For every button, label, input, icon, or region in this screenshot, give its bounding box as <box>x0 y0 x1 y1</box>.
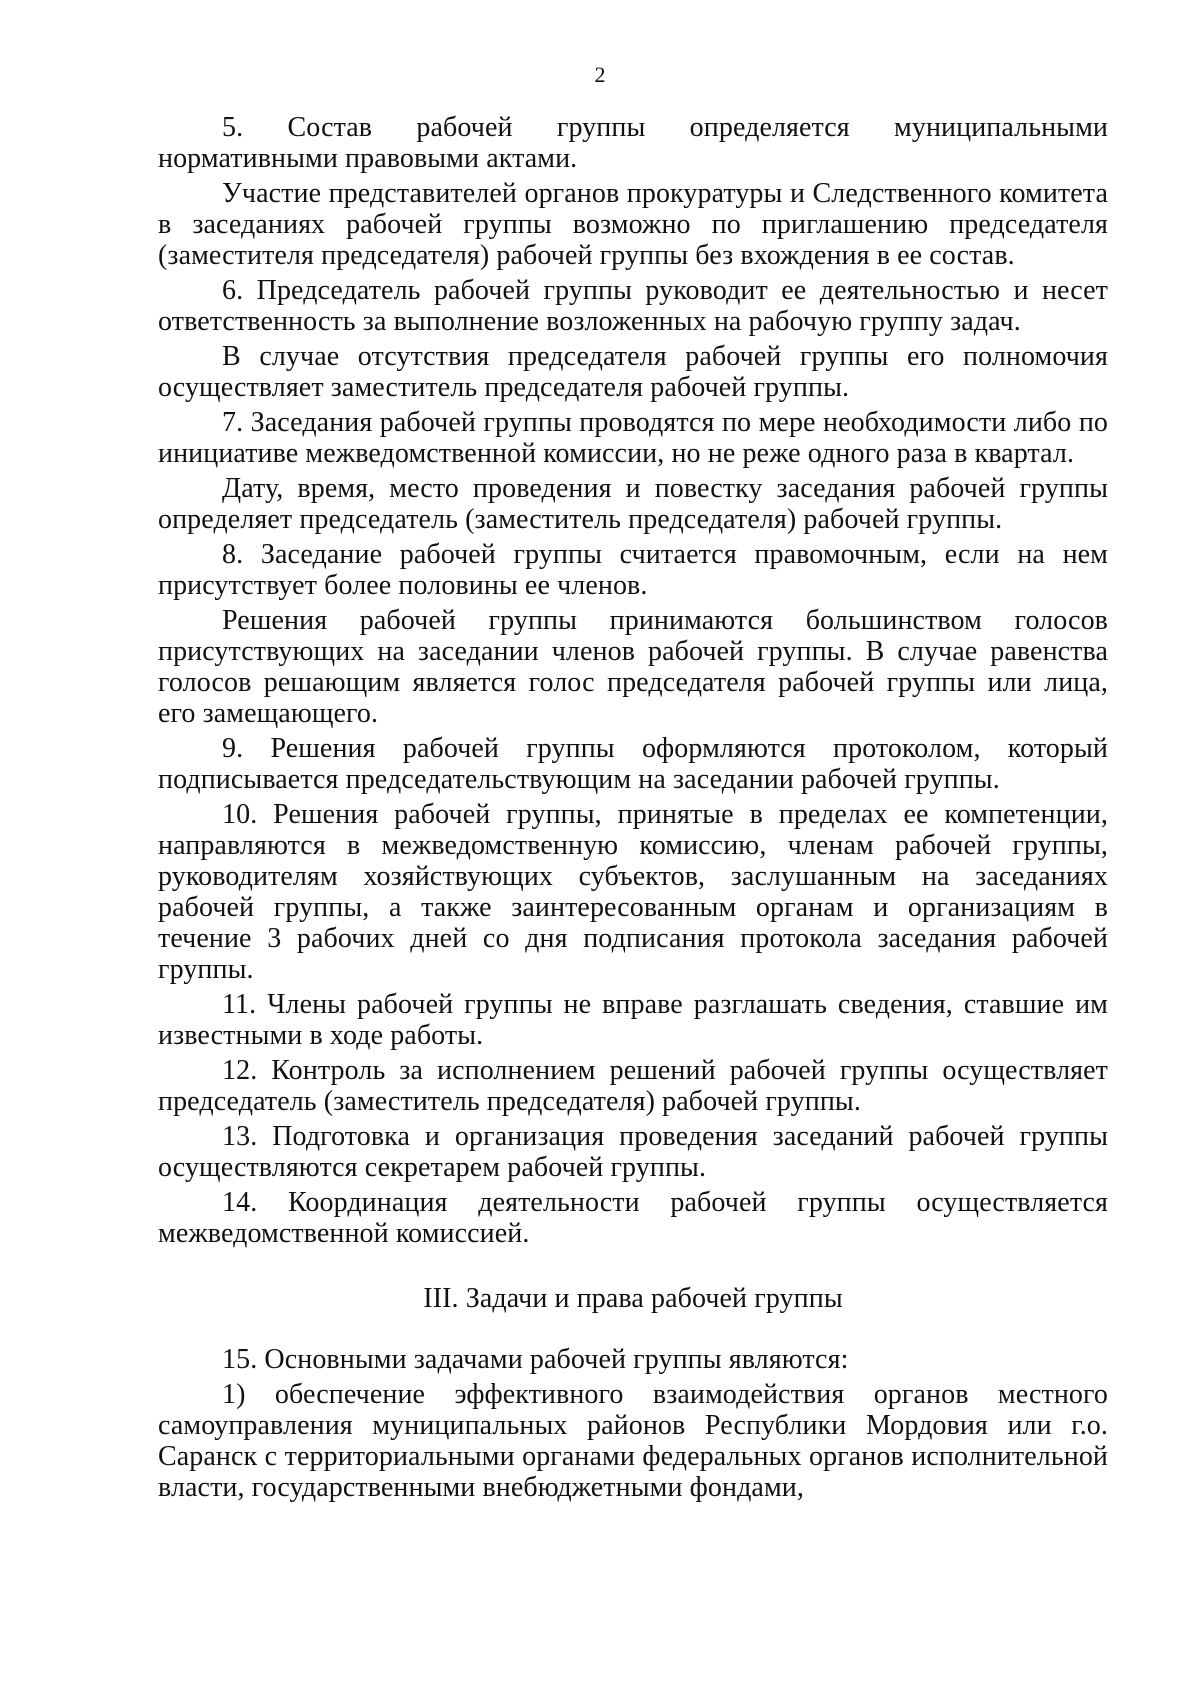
paragraph-6-absence: В случае отсутствия председателя рабочей группы его полномочия осуществляет заместитель председателя рабочей группы. <box>158 341 1108 403</box>
paragraph-13: 13. Подготовка и организация проведения заседаний рабочей группы осуществляются секретарем рабочей группы. <box>158 1121 1108 1183</box>
paragraph-10: 10. Решения рабочей группы, принятые в пределах ее компетенции, направляются в межведомственную комиссию, членам рабочей группы, руководителям хозяйствующих субъектов, заслушанным на заседаниях рабочей группы, а также заинтересованным органам и организациям в течение 3 рабочих дней со дня подписания протокола заседания рабочей группы. <box>158 799 1108 985</box>
paragraph-5: 5. Состав рабочей группы определяется муниципальными нормативными правовыми актами. <box>158 112 1108 174</box>
paragraph-15-item-1: 1) обеспечение эффективного взаимодействия органов местного самоуправления муниципальных районов Республики Мордовия или г.о. Саранск с территориальными органами федеральных органов исполнительной власти, государственными внебюджетными фондами, <box>158 1379 1108 1503</box>
section-title: III. Задачи и права рабочей группы <box>423 1283 843 1314</box>
paragraph-12: 12. Контроль за исполнением решений рабочей группы осуществляет председатель (заместитель председателя) рабочей группы. <box>158 1055 1108 1117</box>
paragraph-8: 8. Заседание рабочей группы считается правомочным, если на нем присутствует более половины ее членов. <box>158 539 1108 601</box>
page-number: 2 <box>594 62 606 87</box>
paragraph-8-decisions: Решения рабочей группы принимаются большинством голосов присутствующих на заседании членов рабочей группы. В случае равенства голосов решающим является голос председателя рабочей группы или лица, его замещающего. <box>158 605 1108 729</box>
paragraph-7-agenda: Дату, время, место проведения и повестку заседания рабочей группы определяет председатель (заместитель председателя) рабочей группы. <box>158 473 1108 535</box>
paragraph-6: 6. Председатель рабочей группы руководит ее деятельностью и несет ответственность за выполнение возложенных на рабочую группу задач. <box>158 275 1108 337</box>
paragraph-14: 14. Координация деятельности рабочей группы осуществляется межведомственной комиссией. <box>158 1187 1108 1249</box>
paragraph-11: 11. Члены рабочей группы не вправе разглашать сведения, ставшие им известными в ходе работы. <box>158 989 1108 1051</box>
paragraph-5-participation: Участие представителей органов прокуратуры и Следственного комитета в заседаниях рабочей группы возможно по приглашению председателя (заместителя председателя) рабочей группы без вхождения в ее состав. <box>158 178 1108 271</box>
paragraph-15: 15. Основными задачами рабочей группы являются: <box>222 1344 849 1375</box>
document-body <box>158 112 1108 1507</box>
paragraph-9: 9. Решения рабочей группы оформляются протоколом, который подписывается председательствующим на заседании рабочей группы. <box>158 733 1108 795</box>
paragraph-7: 7. Заседания рабочей группы проводятся по мере необходимости либо по инициативе межведомственной комиссии, но не реже одного раза в квартал. <box>158 407 1108 469</box>
